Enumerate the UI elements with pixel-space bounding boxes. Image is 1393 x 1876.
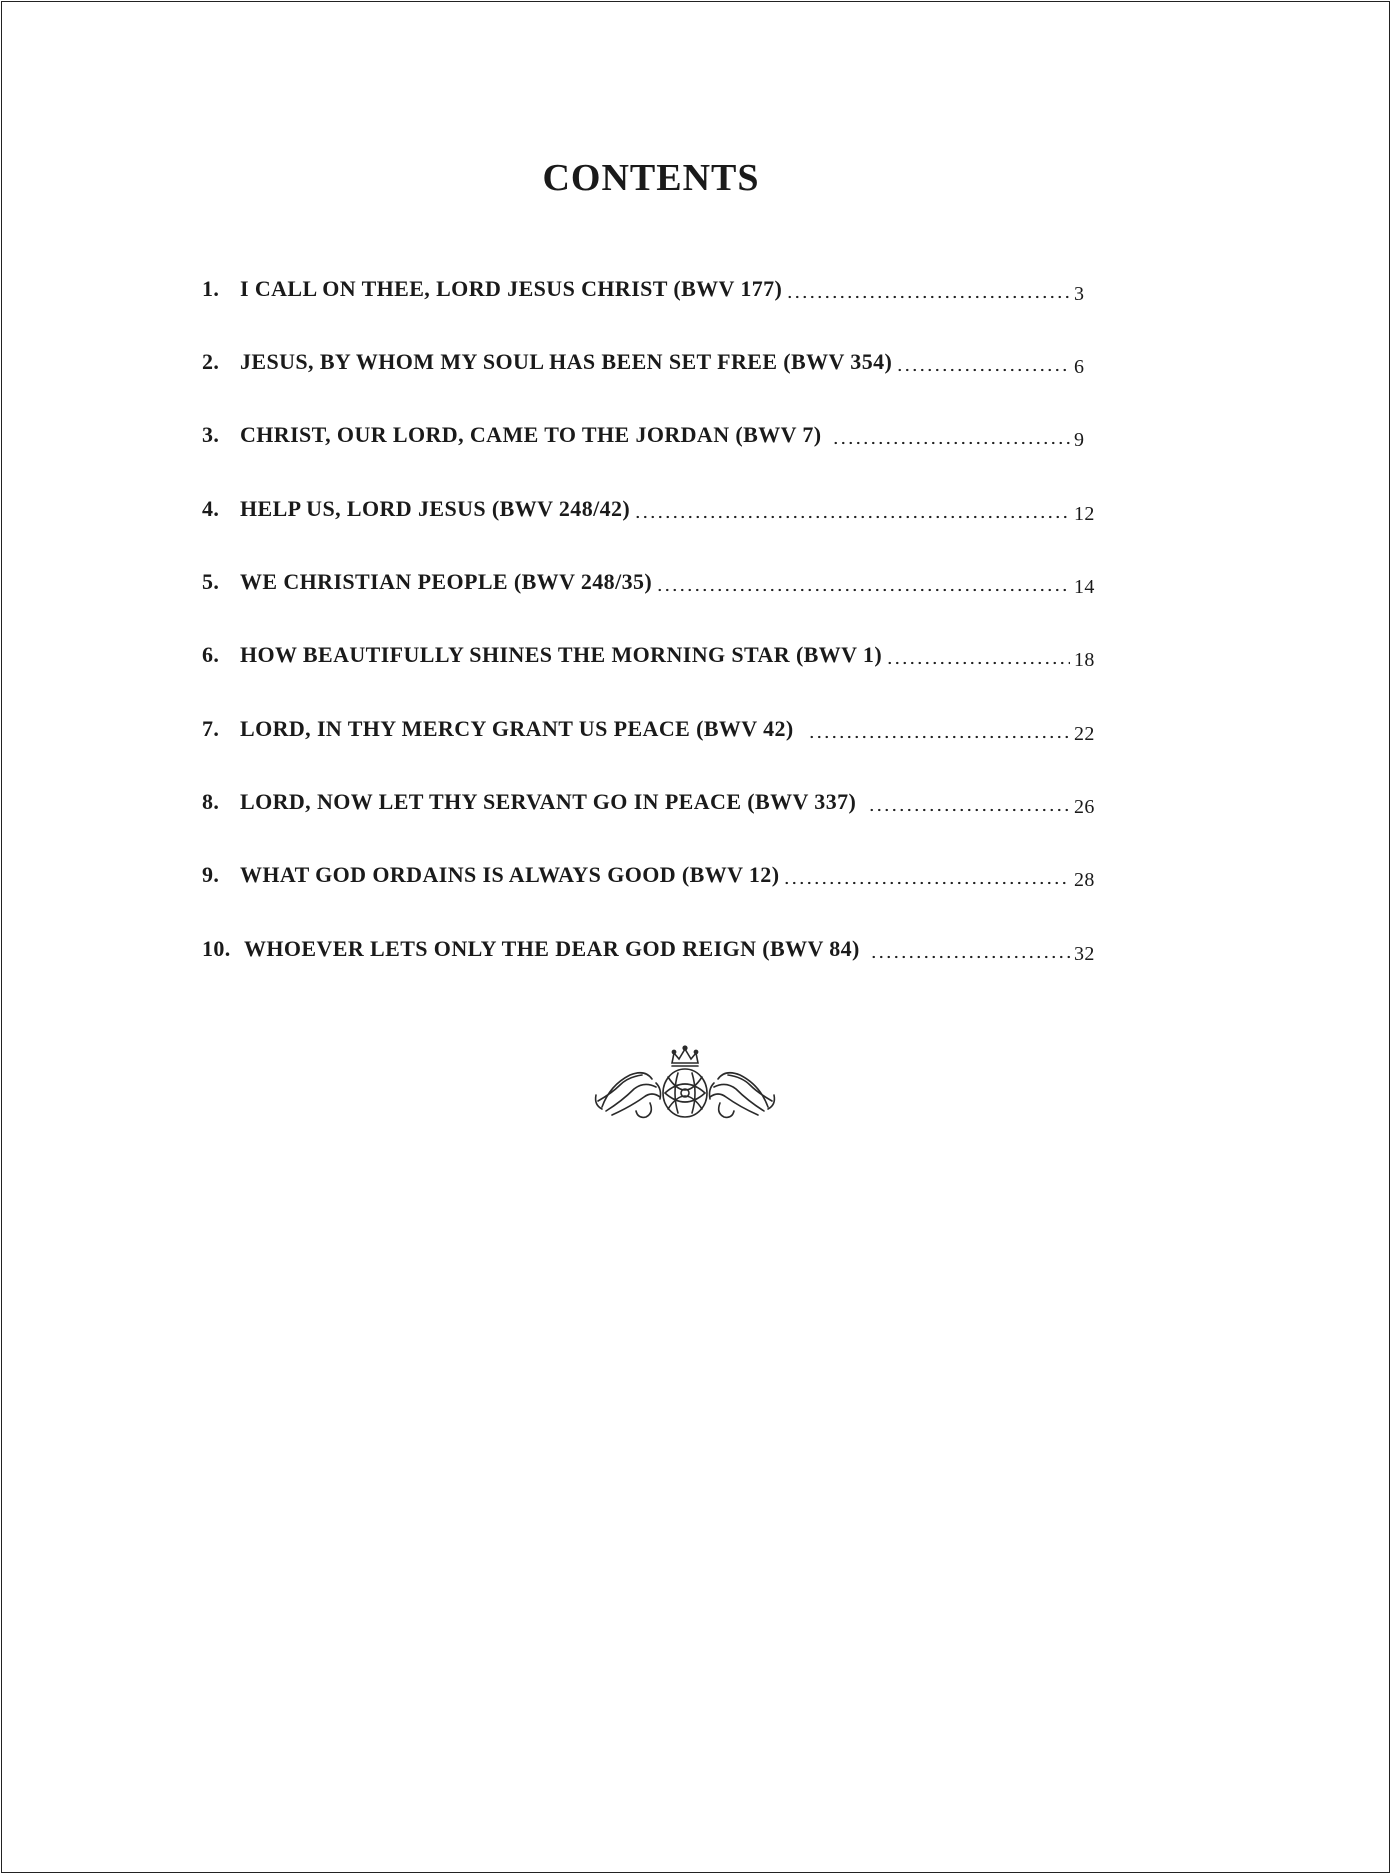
entry-title: WHOEVER LETS ONLY THE DEAR GOD REIGN (BWV 84) <box>244 936 860 961</box>
entry-title: LORD, NOW LET THY SERVANT GO IN PEACE (BWV 337) <box>240 789 857 814</box>
dot-leader <box>808 735 1070 739</box>
toc-entry-1[interactable] <box>202 268 1104 305</box>
entry-title: HOW BEAUTIFULLY SHINES THE MORNING STAR (BWV 1) <box>240 642 883 667</box>
entry-title: WHAT GOD ORDAINS IS ALWAYS GOOD (BWV 12) <box>240 862 780 887</box>
dot-leader <box>656 588 1070 592</box>
entry-page-number: 9 <box>1074 429 1085 451</box>
entry-number: 5. <box>202 569 220 594</box>
entry-number: 7. <box>202 716 220 741</box>
toc-entry-3[interactable] <box>202 414 1104 451</box>
page-title: CONTENTS <box>542 157 760 199</box>
entry-page-number: 18 <box>1074 649 1095 671</box>
dot-leader <box>886 661 1070 665</box>
entry-title: LORD, IN THY MERCY GRANT US PEACE (BWV 42) <box>240 716 794 741</box>
dot-leader <box>786 295 1070 299</box>
entry-page-number: 3 <box>1074 283 1085 305</box>
dot-leader <box>868 808 1070 812</box>
dot-leader <box>634 515 1070 519</box>
entry-title: JESUS, BY WHOM MY SOUL HAS BEEN SET FREE (BWV 354) <box>240 349 893 374</box>
entry-title: WE CHRISTIAN PEOPLE (BWV 248/35) <box>240 569 653 594</box>
entry-number: 3. <box>202 422 220 447</box>
entry-page-number: 26 <box>1074 796 1095 818</box>
entry-page-number: 14 <box>1074 576 1095 598</box>
toc-entry-10[interactable] <box>202 928 1104 965</box>
toc-entry-6[interactable] <box>202 634 1104 671</box>
toc-entry-8[interactable] <box>202 781 1104 818</box>
entry-number: 2. <box>202 349 220 374</box>
entry-page-number: 12 <box>1074 503 1095 525</box>
entry-page-number: 6 <box>1074 356 1085 378</box>
entry-page-number: 28 <box>1074 869 1095 891</box>
toc-entry-5[interactable] <box>202 561 1104 598</box>
entry-page-number: 32 <box>1074 943 1095 965</box>
entry-number: 8. <box>202 789 220 814</box>
dot-leader <box>870 955 1070 959</box>
entry-number: 9. <box>202 862 220 887</box>
entry-number: 6. <box>202 642 220 667</box>
toc-entry-2[interactable] <box>202 341 1104 378</box>
entry-number: 1. <box>202 276 220 301</box>
entry-page-number: 22 <box>1074 723 1095 745</box>
dot-leader <box>896 368 1070 372</box>
toc-entry-4[interactable] <box>202 488 1104 525</box>
entry-title: I CALL ON THEE, LORD JESUS CHRIST (BWV 177) <box>240 276 783 301</box>
dot-leader <box>832 441 1070 445</box>
entry-number: 10. <box>202 936 231 961</box>
toc-entry-7[interactable] <box>202 708 1104 745</box>
entry-number: 4. <box>202 496 220 521</box>
dot-leader <box>783 881 1070 885</box>
bach-monogram-seal-icon <box>590 1045 780 1130</box>
toc-entry-9[interactable] <box>202 854 1104 891</box>
entry-title: HELP US, LORD JESUS (BWV 248/42) <box>240 496 631 521</box>
entry-title: CHRIST, OUR LORD, CAME TO THE JORDAN (BWV 7) <box>240 422 822 447</box>
